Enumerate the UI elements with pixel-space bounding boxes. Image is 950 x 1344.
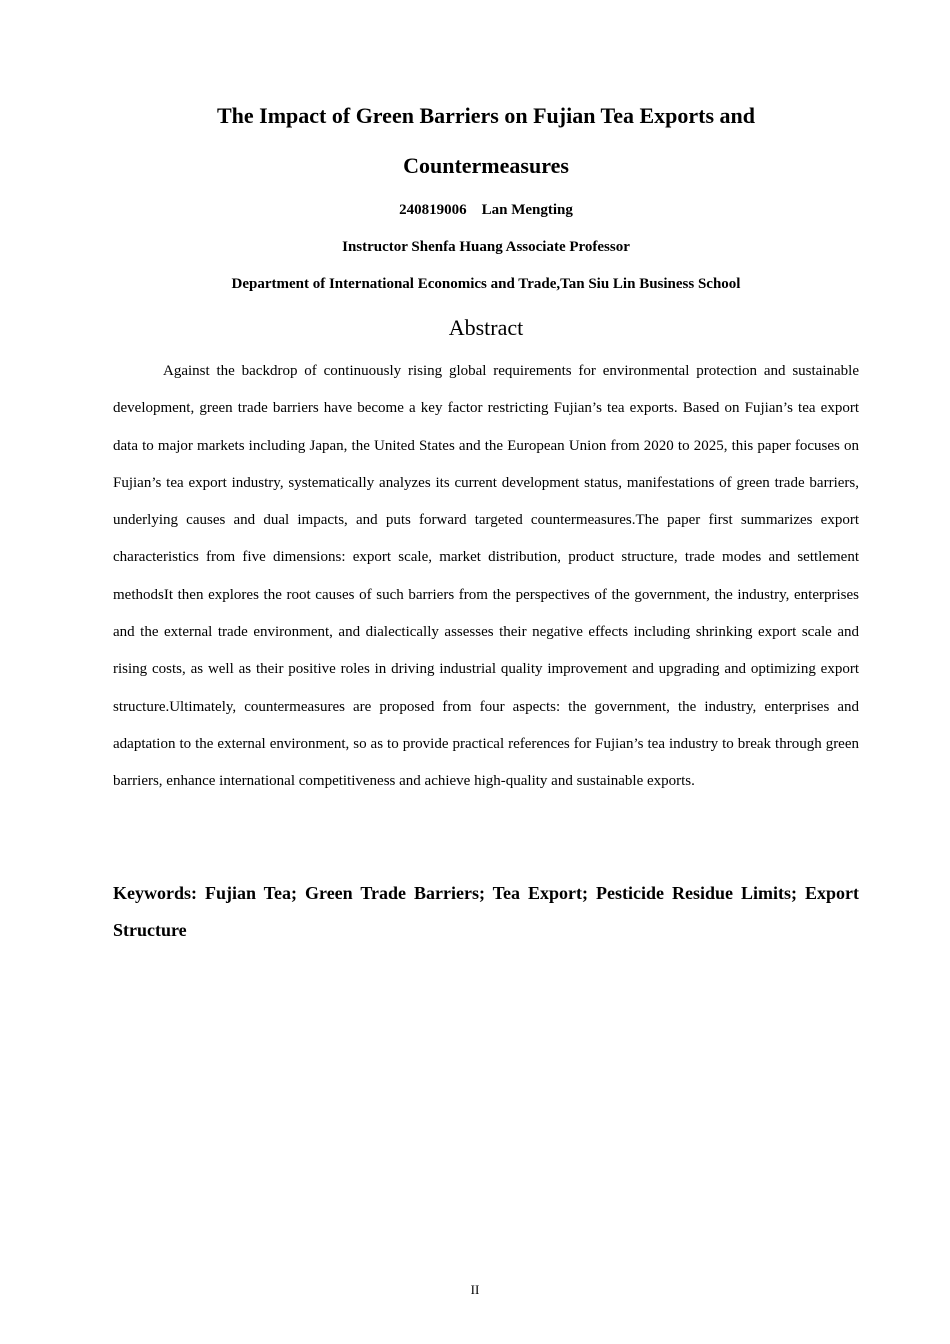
abstract-heading: Abstract [448, 315, 524, 340]
title-line-2: Countermeasures [403, 153, 569, 178]
instructor-info: Instructor Shenfa Huang Associate Professor [342, 239, 630, 255]
keywords: Keywords: Fujian Tea; Green Trade Barriers; Tea Export; Pesticide Residue Limits; Export Structure [113, 883, 859, 941]
department-info: Department of International Economics and Trade,Tan Siu Lin Business School [231, 276, 741, 292]
abstract-body: Against the backdrop of continuously rising global requirements for environmental protection and sustainable development, green trade barriers have become a key factor restricting Fujian’s tea exports. Based on Fujian’s tea export data to major markets including Japan, the United States and the European Union from 2020 to 2025, this paper focuses on Fujian’s tea export industry, systematically analyzes its current development status, manifestations of green trade barriers, underlying causes and dual impacts, and puts forward targeted countermeasures.The paper first summarizes export characteristics from five dimensions: export scale, market distribution, product structure, trade modes and settlement methodsIt then explores the root causes of such barriers from the perspectives of the government, the industry, enterprises and the external trade environment, and dialectically assesses their negative effects including shrinking export scale and rising costs, as well as their positive roles in driving industrial quality improvement and upgrading and optimizing export structure.Ultimately, countermeasures are proposed from four aspects: the government, the industry, enterprises and adaptation to the external environment, so as to provide practical references for Fujian’s tea industry to break through green barriers, enhance international competitiveness and achieve high-quality and sustainable exports. [113, 363, 859, 790]
page-number: II [470, 1282, 480, 1297]
student-info: 240819006 Lan Mengting [399, 202, 573, 218]
title-line-1: The Impact of Green Barriers on Fujian Tea Exports and [216, 103, 755, 128]
